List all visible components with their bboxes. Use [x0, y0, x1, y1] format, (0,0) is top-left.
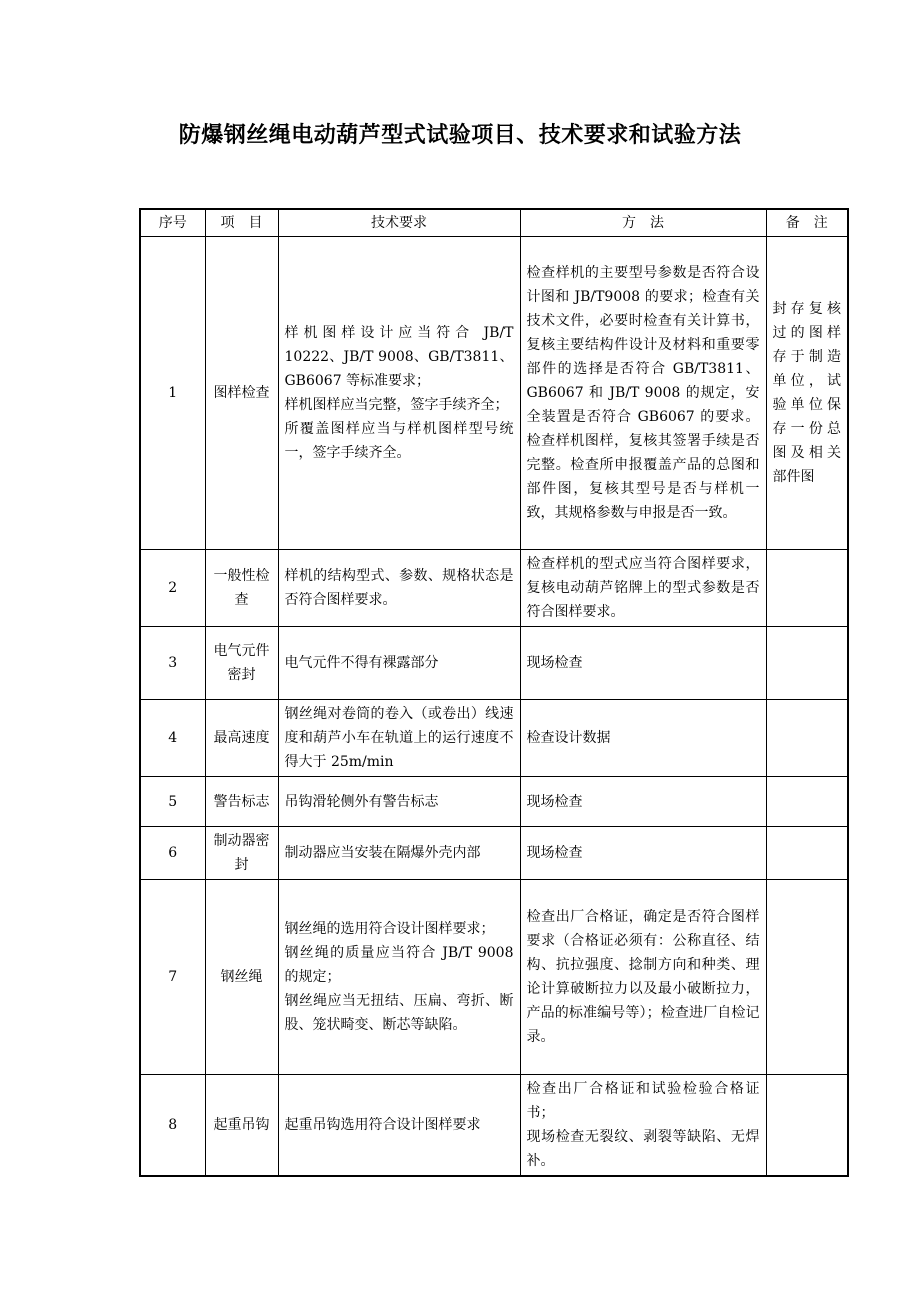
row-remark [766, 880, 848, 1075]
row-method: 检查设计数据 [520, 700, 766, 777]
row-method: 现场检查 [520, 827, 766, 880]
row-method: 现场检查 [520, 627, 766, 700]
row-number: 5 [140, 777, 205, 827]
row-number: 4 [140, 700, 205, 777]
row-requirement: 制动器应当安装在隔爆外壳内部 [278, 827, 520, 880]
row-item: 电气元件密封 [205, 627, 278, 700]
row-number: 6 [140, 827, 205, 880]
row-requirement: 起重吊钩选用符合设计图样要求 [278, 1075, 520, 1177]
row-item: 制动器密封 [205, 827, 278, 880]
row-method: 检查出厂合格证和试验检验合格证书； 现场检查无裂纹、剥裂等缺陷、无焊补。 [520, 1075, 766, 1177]
row-item: 钢丝绳 [205, 880, 278, 1075]
row-remark [766, 827, 848, 880]
row-number: 3 [140, 627, 205, 700]
row-number: 8 [140, 1075, 205, 1177]
row-requirement: 样机的结构型式、参数、规格状态是否符合图样要求。 [278, 550, 520, 627]
table-row [140, 700, 848, 777]
page-title: 防爆钢丝绳电动葫芦型式试验项目、技术要求和试验方法 [178, 123, 742, 148]
header-item: 项 目 [205, 209, 278, 237]
table-row [140, 880, 848, 1075]
row-item: 起重吊钩 [205, 1075, 278, 1177]
row-item: 图样检查 [205, 237, 278, 550]
row-remark [766, 627, 848, 700]
row-requirement: 钢丝绳的选用符合设计图样要求； 钢丝绳的质量应当符合 JB/T 9008 的规定； 钢丝绳应当无扭结、压扁、弯折、断股、笼状畸变、断芯等缺陷。 [278, 880, 520, 1075]
table-row [140, 550, 848, 627]
row-number: 2 [140, 550, 205, 627]
row-remark [766, 550, 848, 627]
header-method: 方 法 [520, 209, 766, 237]
row-requirement: 样机图样设计应当符合 JB/T 10222、JB/T 9008、GB/T3811、GB6067 等标准要求； 样机图样应当完整，签字手续齐全； 所覆盖图样应当与样机图样型号统一，签字手续齐全。 [278, 237, 520, 550]
row-number: 7 [140, 880, 205, 1075]
test-items-table [139, 208, 849, 1177]
row-remark [766, 777, 848, 827]
table-row [140, 1075, 848, 1177]
row-remark [766, 700, 848, 777]
row-remark [766, 1075, 848, 1177]
row-requirement: 钢丝绳对卷筒的卷入（或卷出）线速度和葫芦小车在轨道上的运行速度不得大于 25m/min [278, 700, 520, 777]
table-row [140, 237, 848, 550]
row-remark: 封存复核过的图样存于制造单位，试验单位保存一份总图及相关部件图 [766, 237, 848, 550]
row-number: 1 [140, 237, 205, 550]
row-method: 检查出厂合格证，确定是否符合图样要求（合格证必须有：公称直径、结构、抗拉强度、捻制方向和种类、理论计算破断拉力以及最小破断拉力，产品的标准编号等）；检查进厂自检记录。 [520, 880, 766, 1075]
row-item: 最高速度 [205, 700, 278, 777]
header-requirement: 技术要求 [278, 209, 520, 237]
row-requirement: 吊钩滑轮侧外有警告标志 [278, 777, 520, 827]
row-item: 警告标志 [205, 777, 278, 827]
row-method: 检查样机的型式应当符合图样要求，复核电动葫芦铭牌上的型式参数是否符合图样要求。 [520, 550, 766, 627]
header-remark: 备 注 [766, 209, 848, 237]
table-header-row [140, 209, 848, 237]
table-row [140, 777, 848, 827]
table-row [140, 627, 848, 700]
row-item: 一般性检查 [205, 550, 278, 627]
row-method: 现场检查 [520, 777, 766, 827]
row-requirement: 电气元件不得有裸露部分 [278, 627, 520, 700]
header-no: 序号 [140, 209, 205, 237]
row-method: 检查样机的主要型号参数是否符合设计图和 JB/T9008 的要求；检查有关技术文件，必要时检查有关计算书，复核主要结构件设计及材料和重要零部件的选择是否符合 GB/T3811、GB6067 和 JB/T 9008 的规定，安全装置是否符合 GB6067 的要求。检查样机图样，复核其签署手续是否完整。检查所申报覆盖产品的总图和部件图，复核其型号是否与样机一致，其规格参数与申报是否一致。 [520, 237, 766, 550]
table-row [140, 827, 848, 880]
